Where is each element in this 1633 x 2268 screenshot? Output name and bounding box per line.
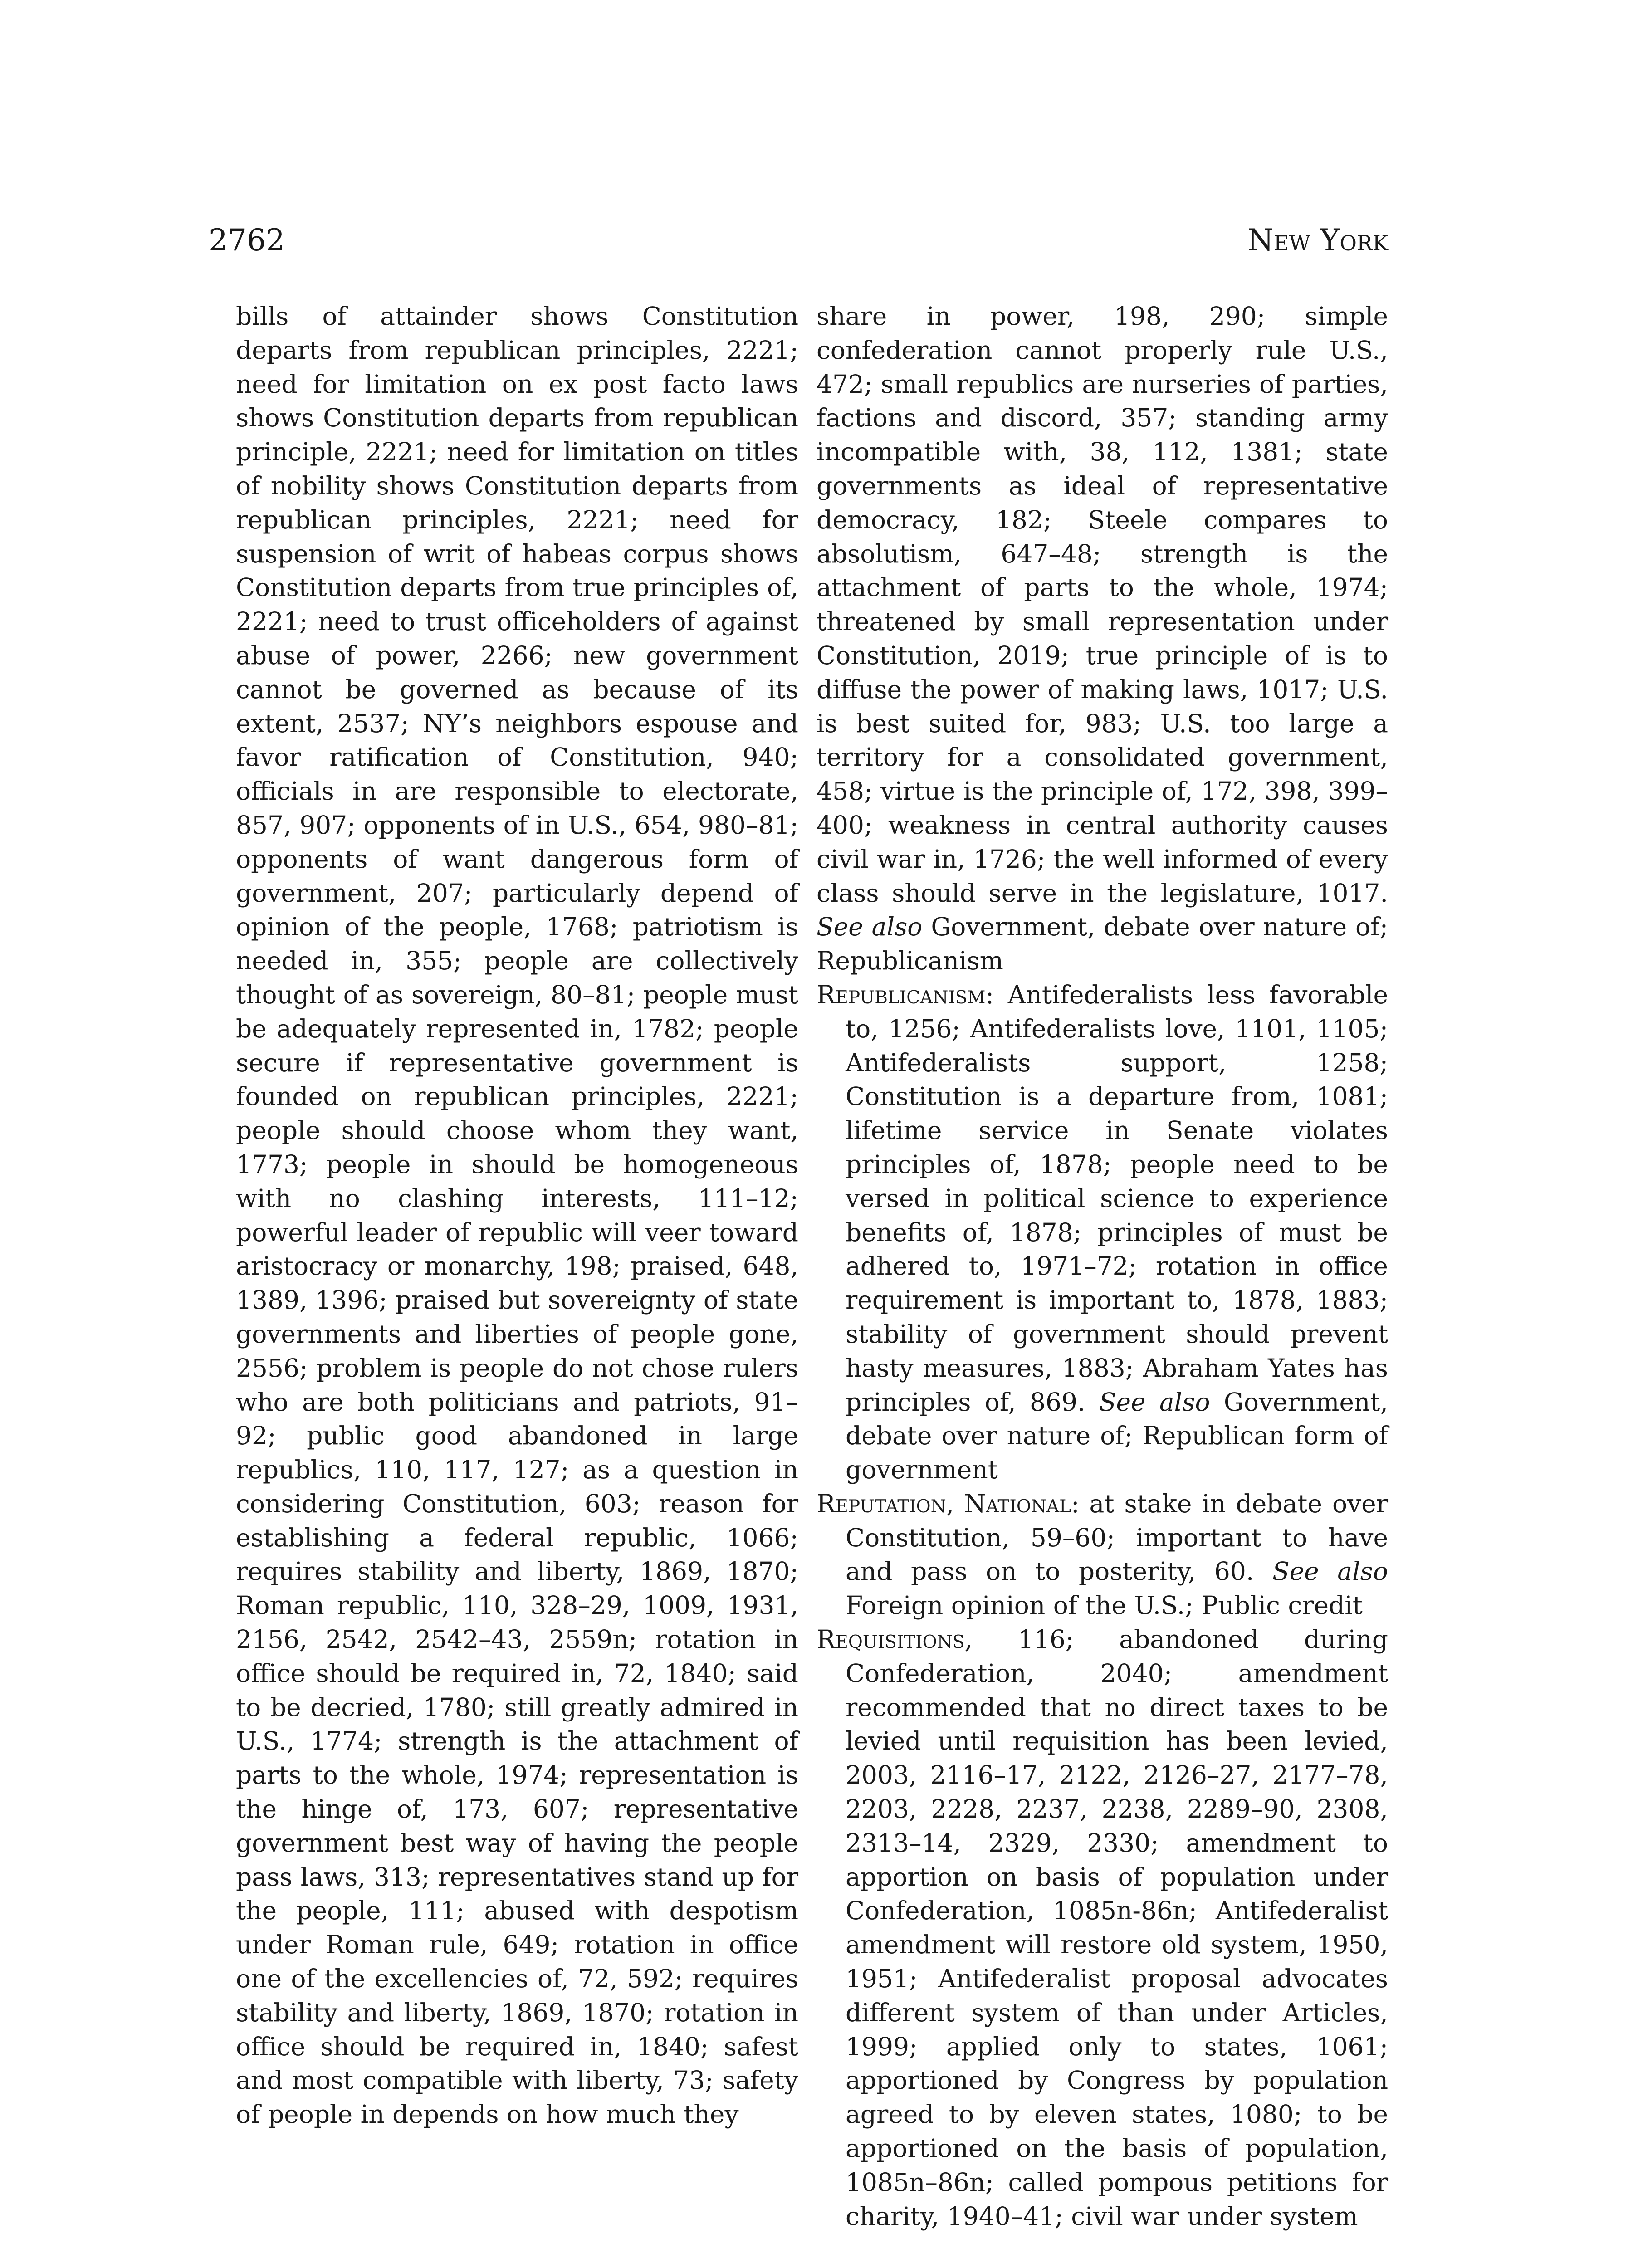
see-also-label: See also bbox=[1272, 1557, 1388, 1586]
see-also-text: Government, debate over nature of; Republicanism bbox=[816, 912, 1389, 976]
running-title: New York bbox=[1247, 223, 1388, 258]
index-entry-continued bbox=[236, 299, 798, 2131]
entry-text: bills of attainder shows Constitution departs from republican principles, 2221; need for limitation on ex post facto laws shows Constitution departs from republican principle, 2221; need for limitation on titles of nobility shows Constitution departs from republican principles, 2221; need for suspension of writ of habeas corpus shows Constitution departs from true principles of, 2221; need to trust officeholders of against abuse of power, 2266; new government cannot be governed as because of its extent, 2537; NY’s neighbors espouse and favor ratification of Constitution, 940; officials in are responsible to electorate, 857, 907; opponents of in U.S., 654, 980–81; opponents of want dangerous form of government, 207; particularly depend of opinion of the people, 1768; patriotism is needed in, 355; people are collectively thought of as sovereign, 80–81; people must be adequately represented in, 1782; people secure if representative government is founded on republican principles, 2221; people should choose whom they want, 1773; people in should be homogeneous with no clashing interests, 111–12; powerful leader of republic will veer toward aristocracy or monarchy, 198; praised, 648, 1389, 1396; praised but sovereignty of state governments and liberties of people gone, 2556; problem is people do not chose rulers who are both politicians and patriots, 91–92; public good abandoned in large republics, 110, 117, 127; as a question in considering Constitution, 603; reason for establishing a federal republic, 1066; requires stability and liberty, 1869, 1870; Roman republic, 110, 328–29, 1009, 1931, 2156, 2542, 2542–43, 2559n; rotation in office should be required in, 72, 1840; said to be decried, 1780; still greatly admired in U.S., 1774; strength is the attachment of parts to the whole, 1974; representation is the hinge of, 173, 607; representative government best way of having the people pass laws, 313; representatives stand up for the people, 111; abused with despotism under Roman rule, 649; rotation in office one of the excellencies of, 72, 592; requires stability and liberty, 1869, 1870; rotation in office should be required in, 1840; safest and most compatible with liberty, 73; safety of people in depends on how much they bbox=[236, 302, 798, 2129]
see-also-label: See also bbox=[1099, 1387, 1210, 1417]
entry-text: : Antifederalists less favorable to, 1256; Antifederalists love, 1101, 1105; Antifederalists support, 1258; Constitution is a departure from, 1081; lifetime service in Senate violates principles of, 1878; people need to be versed in political science to experience benefits of, 1878; principles of must be adhered to, 1971–72; rotation in office requirement is important to, 1878, 1883; stability of government should prevent hasty measures, 1883; Abraham Yates has principles of, 869. bbox=[846, 980, 1388, 1417]
running-head bbox=[209, 218, 1388, 263]
see-also-text: Government, debate over nature of; Republican form of government bbox=[846, 1387, 1388, 1485]
entry-headword: Requisitions bbox=[816, 1625, 965, 1654]
entry-headword: Republicanism bbox=[816, 980, 986, 1009]
index-entry-reputation-national bbox=[816, 1487, 1388, 1623]
entry-text: : at stake in debate over Constitution, 59–60; important to have and pass on to posterity, 60. bbox=[846, 1489, 1388, 1586]
index-column-left bbox=[236, 299, 798, 2131]
index-entry-republicanism bbox=[816, 978, 1388, 1487]
index-entry-requisitions bbox=[816, 1623, 1388, 2233]
page-number: 2762 bbox=[209, 223, 285, 258]
entry-text: share in power, 198, 290; simple confederation cannot properly rule U.S., 472; small republics are nurseries of parties, factions and discord, 357; standing army incompatible with, 38, 112, 1381; state governments as ideal of representative democracy, 182; Steele compares to absolutism, 647–48; strength is the attachment of parts to the whole, 1974; threatened by small representation under Constitution, 2019; true principle of is to diffuse the power of making laws, 1017; U.S. is best suited for, 983; U.S. too large a territory for a consolidated government, 458; virtue is the principle of, 172, 398, 399–400; weakness in central authority causes civil war in, 1726; the well informed of every class should serve in the legislature, 1017. bbox=[816, 302, 1388, 908]
see-also-text: Foreign opinion of the U.S.; Public credit bbox=[846, 1591, 1363, 1620]
index-entry-continued bbox=[816, 299, 1388, 978]
entry-text: , 116; abandoned during Confederation, 2040; amendment recommended that no direct taxes to be levied until requisition has been levied, 2003, 2116–17, 2122, 2126–27, 2177–78, 2203, 2228, 2237, 2238, 2289–90, 2308, 2313–14, 2329, 2330; amendment to apportion on basis of population under Confederation, 1085n-86n; Antifederalist amendment will restore old system, 1950, 1951; Antifederalist proposal advocates different system of than under Articles, 1999; applied only to states, 1061; apportioned by Congress by population agreed to by eleven states, 1080; to be apportioned on the basis of population, 1085n–86n; called pompous petitions for charity, 1940–41; civil war under system bbox=[846, 1625, 1388, 2231]
see-also-label: See also bbox=[816, 912, 923, 942]
entry-headword: Reputation, National bbox=[816, 1489, 1071, 1518]
index-column-right bbox=[816, 299, 1388, 2233]
